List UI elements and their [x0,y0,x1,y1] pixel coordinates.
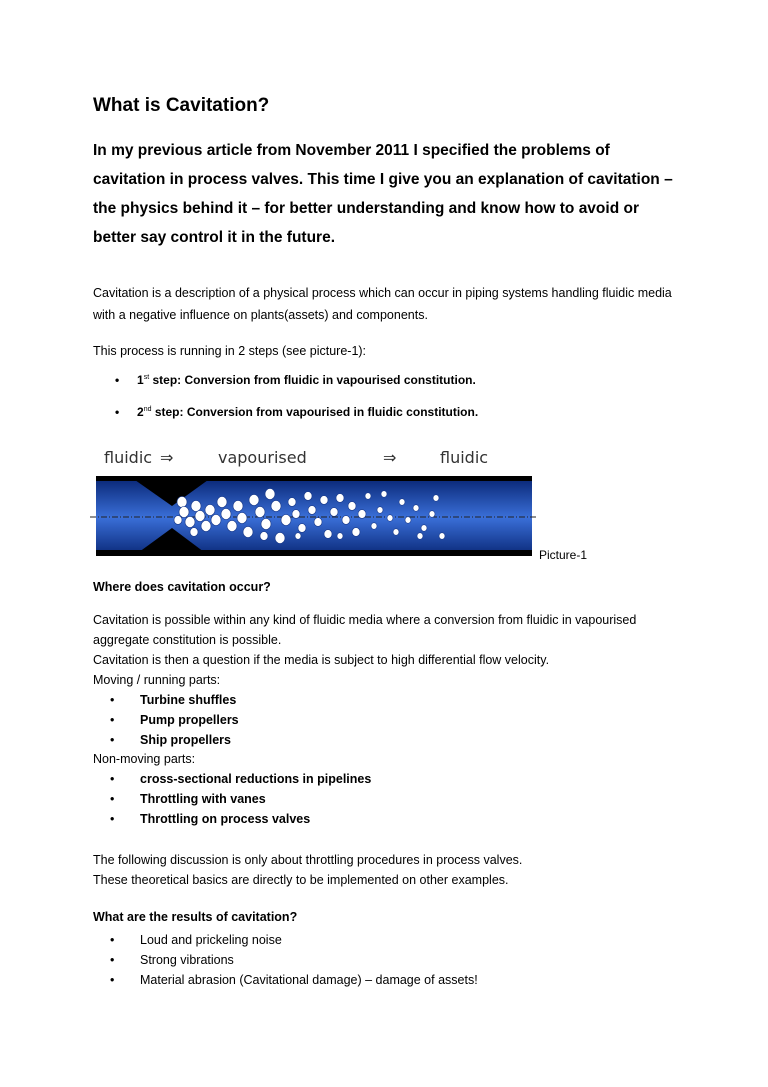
results-heading: What are the results of cavitation? [93,910,298,924]
vapour-bubble [179,507,189,518]
result-item: Material abrasion (Cavitational damage) – damage of assets! [140,973,478,987]
vapour-bubble [417,533,423,540]
vapour-bubble [381,491,387,498]
vapour-bubble [255,507,265,518]
page-title: What is Cavitation? [93,95,270,116]
vapour-bubble [314,518,322,527]
where-paragraph-1: Cavitation is possible within any kind of fluidic media where a conversion from fluidic in vapourised aggregate constitution is possible. [93,613,637,647]
vapour-bubble [260,532,268,541]
result-item: Strong vibrations [140,953,234,967]
non-moving-part: cross-sectional reductions in pipelines [140,772,372,786]
vapour-bubble [211,515,221,526]
list-item [110,930,282,950]
list-item [110,950,234,970]
vapour-bubble [292,510,300,519]
step-number: 1 [137,373,144,387]
vapour-bubble [295,533,301,540]
vapour-bubble [358,510,366,519]
vapour-bubble [421,525,427,532]
vapour-bubble [393,529,399,536]
bullet: • [110,933,115,947]
where-heading: Where does cavitation occur? [93,580,271,594]
step-ordinal: nd [143,406,152,413]
list-item [110,769,371,789]
bullet: • [110,733,115,747]
bullet: • [110,812,115,826]
discussion-paragraph-1: The following discussion is only about throttling procedures in process valves. [93,853,523,867]
vapour-bubble [304,492,312,501]
vapour-bubble [320,496,328,505]
vapour-bubble [174,516,182,525]
vapour-bubble [249,495,259,506]
cavitation-diagram [90,440,550,565]
vapour-bubble [261,519,271,530]
bullet: • [110,772,115,786]
list-item [110,789,266,809]
non-moving-part: Throttling with vanes [140,792,266,806]
step-item [115,405,478,419]
vapour-bubble [190,528,198,537]
vapour-bubble [288,498,296,507]
bullet: • [110,953,115,967]
cavitation-figure [90,440,550,565]
vapour-bubble [433,495,439,502]
vapour-bubble [243,527,253,538]
moving-part: Ship propellers [140,733,231,747]
vapour-bubble [399,499,405,506]
moving-part: Pump propellers [140,713,239,727]
vapour-bubble [227,521,237,532]
label-fluidic-left: fluidic [104,448,153,467]
vapour-bubble [337,533,343,540]
vapour-bubble [324,530,332,539]
list-item [110,710,239,730]
step-number: 2 [137,405,144,419]
bullet: • [110,792,115,806]
non-moving-part: Throttling on process valves [140,812,311,826]
vapour-bubble [185,517,195,528]
vapour-bubble [439,533,445,540]
vapour-bubble [371,523,377,530]
vapour-bubble [191,501,201,512]
vapour-bubble [275,533,285,544]
bullet: • [115,405,120,419]
vapour-bubble [330,508,338,517]
non-moving-parts-label: Non-moving parts: [93,752,196,766]
vapour-bubble [348,502,356,511]
figure-caption: Picture-1 [539,548,588,562]
vapour-bubble [217,497,227,508]
vapour-bubble [336,494,344,503]
list-item [110,809,310,829]
step-text: step: Conversion from fluidic in vapourised constitution. [149,373,476,387]
lead-paragraph: In my previous article from November 2011 I specified the problems of cavitation in process valves. This time I give you an explanation of cavitation – the physics behind it – for better understanding and know how to avoid or better say control it in the future. [93,142,673,246]
vapour-bubble [298,524,306,533]
vapour-bubble [237,513,247,524]
result-item: Loud and prickeling noise [140,933,282,947]
vapour-bubble [429,511,435,518]
vapour-bubble [405,517,411,524]
steps-intro: This process is running in 2 steps (see picture-1): [93,344,367,358]
vapour-bubble [281,515,291,526]
vapour-bubble [221,509,231,520]
step-text: step: Conversion from vapourised in fluidic constitution. [151,405,479,419]
bullet: • [110,713,115,727]
bullet: • [110,693,115,707]
vapour-bubble [377,507,383,514]
list-item [110,690,236,710]
intro-paragraph: Cavitation is a description of a physical process which can occur in piping systems handling fluidic media with a negative influence on plants(assets) and components. [93,286,672,322]
vapour-bubble [352,528,360,537]
vapour-bubble [308,506,316,515]
bullet: • [115,373,120,387]
vapour-bubble [195,511,205,522]
moving-parts-label: Moving / running parts: [93,673,221,687]
vapour-bubble [413,505,419,512]
vapour-bubble [265,489,275,500]
bullet: • [110,973,115,987]
vapour-bubble [271,501,281,512]
vapour-bubble [387,515,393,522]
label-fluidic-right: fluidic [440,448,489,467]
arrow-1: ⇒ [160,448,174,467]
moving-part: Turbine shuffles [140,693,237,707]
step-item [115,373,476,387]
step-ordinal: st [143,374,150,381]
vapour-bubble [233,501,243,512]
vapour-bubble [177,497,187,508]
arrow-2: ⇒ [383,448,397,467]
label-vapourised: vapourised [218,448,307,467]
list-item [110,970,478,990]
list-item [110,730,231,750]
vapour-bubble [205,505,215,516]
vapour-bubble [201,521,211,532]
where-paragraph-2: Cavitation is then a question if the media is subject to high differential flow velocity. [93,653,550,667]
vapour-bubble [365,493,371,500]
vapour-bubble [342,516,350,525]
discussion-paragraph-2: These theoretical basics are directly to be implemented on other examples. [93,873,509,887]
